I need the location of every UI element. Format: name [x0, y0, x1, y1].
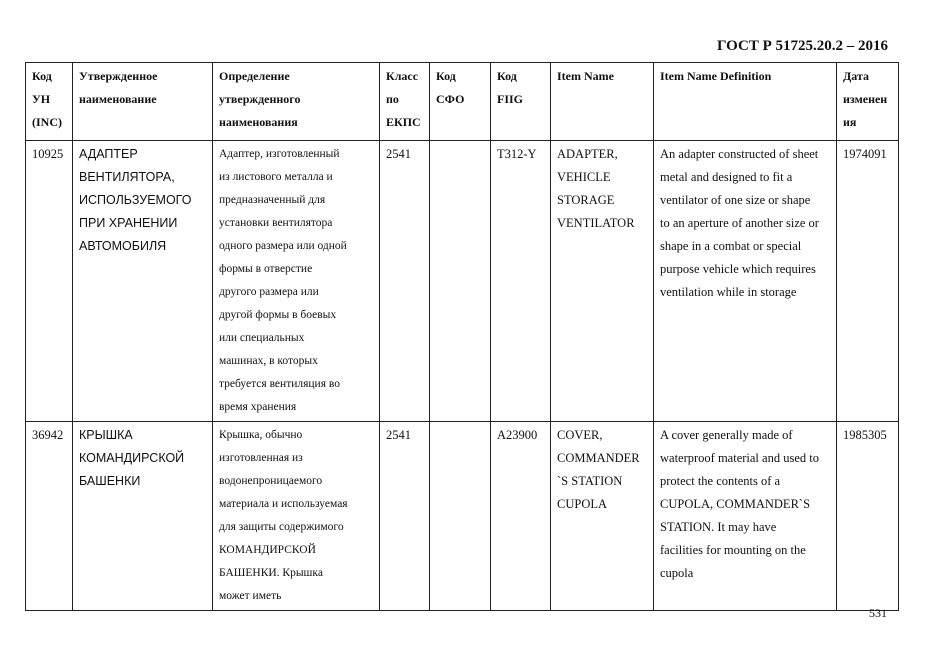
header-code: Код УН (INC) [26, 63, 73, 141]
header-sfo: Код СФО [430, 63, 491, 141]
cell-approved-name: АДАПТЕР ВЕНТИЛЯТОРА, ИСПОЛЬЗУЕМОГО ПРИ ХРАНЕНИИ АВТОМОБИЛЯ [73, 141, 213, 422]
cell-item-name: COVER, COMMANDER `S STATION CUPOLA [551, 422, 654, 611]
table-header-row [26, 63, 899, 141]
cell-sfo [430, 422, 491, 611]
header-item-definition: Item Name Definition [654, 63, 837, 141]
inc-table [25, 62, 899, 611]
header-fiig: Код FIIG [491, 63, 551, 141]
cell-class: 2541 [380, 141, 430, 422]
cell-fiig: A23900 [491, 422, 551, 611]
cell-item-definition: An adapter constructed of sheet metal and designed to fit a ventilator of one size or shape to an aperture of another size or shape in a combat or special purpose vehicle which requires ventilation while in storage [654, 141, 837, 422]
page-number: 531 [869, 606, 887, 620]
cell-code: 36942 [26, 422, 73, 611]
cell-item-definition: A cover generally made of waterproof material and used to protect the contents of a CUPOLA, COMMANDER`S STATION. It may have facilities for mounting on the cupola [654, 422, 837, 611]
header-approved-name: Утвержденное наименование [73, 63, 213, 141]
header-item-name: Item Name [551, 63, 654, 141]
table-row [26, 422, 899, 611]
cell-definition: Крышка, обычно изготовленная из водонепроницаемого материала и используемая для защиты содержимого КОМАНДИРСКОЙ БАШЕНКИ. Крышка может иметь [213, 422, 380, 611]
cell-date: 1985305 [837, 422, 899, 611]
table-row [26, 141, 899, 422]
cell-definition: Адаптер, изготовленный из листового металла и предназначенный для установки вентилятора одного размера или одной формы в отверстие другого размера или другой формы в боевых или специальных машинах, в которых требуется вентиляция во время хранения [213, 141, 380, 422]
cell-date: 1974091 [837, 141, 899, 422]
cell-approved-name: КРЫШКА КОМАНДИРСКОЙ БАШЕНКИ [73, 422, 213, 611]
cell-fiig: T312-Y [491, 141, 551, 422]
header-date: Дата изменен ия [837, 63, 899, 141]
document-title: ГОСТ Р 51725.20.2 – 2016 [716, 38, 888, 54]
cell-class: 2541 [380, 422, 430, 611]
cell-code: 10925 [26, 141, 73, 422]
header-definition: Определение утвержденного наименования [213, 63, 380, 141]
header-class: Класс по ЕКПС [380, 63, 430, 141]
cell-sfo [430, 141, 491, 422]
cell-item-name: ADAPTER, VEHICLE STORAGE VENTILATOR [551, 141, 654, 422]
